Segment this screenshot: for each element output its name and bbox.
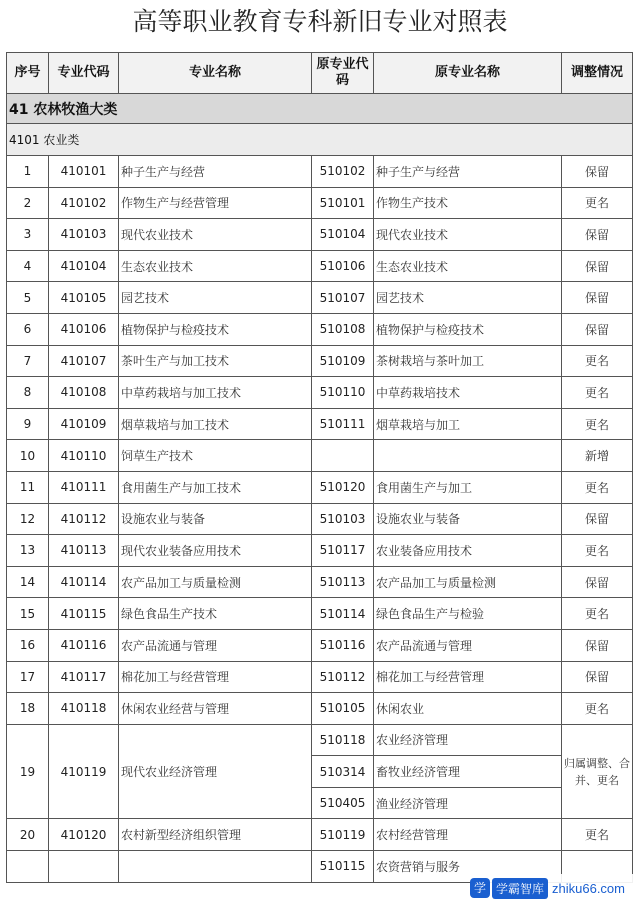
- code-cell: 410109: [49, 408, 119, 440]
- table-header-row: [7, 53, 633, 94]
- table-row: [7, 440, 633, 472]
- name-cell: 食用菌生产与加工技术: [119, 471, 312, 503]
- code-cell: 410106: [49, 313, 119, 345]
- adjust-cell: 新增: [562, 440, 633, 472]
- old-code-cell: 510120: [312, 471, 374, 503]
- old-code-cell: 510109: [312, 345, 374, 377]
- table-row: [7, 345, 633, 377]
- code-cell: 410117: [49, 661, 119, 693]
- table-row: [7, 187, 633, 219]
- old-name-cell: 设施农业与装备: [374, 503, 562, 535]
- header-seq: 序号: [7, 53, 49, 94]
- old-code-cell: 510314: [312, 756, 374, 788]
- old-name-cell: 农业装备应用技术: [374, 535, 562, 567]
- table-row: [7, 408, 633, 440]
- page-title: 高等职业教育专科新旧专业对照表: [132, 7, 508, 36]
- table-row: [7, 819, 633, 851]
- name-cell: 农产品流通与管理: [119, 629, 312, 661]
- old-code-cell: 510102: [312, 156, 374, 188]
- name-cell: [119, 851, 312, 883]
- old-code-cell: 510112: [312, 661, 374, 693]
- code-cell: 410120: [49, 819, 119, 851]
- old-name-cell: 食用菌生产与加工: [374, 471, 562, 503]
- adjust-cell: 更名: [562, 819, 633, 851]
- table-row: [7, 156, 633, 188]
- code-cell: 410113: [49, 535, 119, 567]
- old-code-cell: 510101: [312, 187, 374, 219]
- seq-cell: 10: [7, 440, 49, 472]
- table-row: [7, 219, 633, 251]
- adjust-cell: 更名: [562, 598, 633, 630]
- old-code-cell: 510104: [312, 219, 374, 251]
- adjust-cell: 保留: [562, 629, 633, 661]
- adjust-cell: 更名: [562, 471, 633, 503]
- major-comparison-table: [6, 52, 633, 883]
- old-code-cell: 510106: [312, 250, 374, 282]
- name-cell: 棉花加工与经营管理: [119, 661, 312, 693]
- category-label: 41 农林牧渔大类: [7, 94, 633, 124]
- old-code-cell: 510116: [312, 629, 374, 661]
- name-cell: 农村新型经济组织管理: [119, 819, 312, 851]
- old-name-cell: 农产品加工与质量检测: [374, 566, 562, 598]
- name-cell: 现代农业技术: [119, 219, 312, 251]
- old-code-cell: 510103: [312, 503, 374, 535]
- adjust-cell: 更名: [562, 345, 633, 377]
- code-cell: 410118: [49, 693, 119, 725]
- code-cell: 410112: [49, 503, 119, 535]
- seq-cell: 16: [7, 629, 49, 661]
- watermark-url: zhiku66.com: [552, 880, 625, 896]
- header-old-name: 原专业名称: [374, 53, 562, 94]
- category-row: [7, 94, 633, 124]
- old-name-cell: 园艺技术: [374, 282, 562, 314]
- old-name-cell: 休闲农业: [374, 693, 562, 725]
- seq-cell: 20: [7, 819, 49, 851]
- code-cell: 410107: [49, 345, 119, 377]
- watermark-logo-icon: 学: [470, 878, 490, 898]
- name-cell: 现代农业经济管理: [119, 724, 312, 819]
- name-cell: 休闲农业经营与管理: [119, 693, 312, 725]
- old-name-cell: 茶树栽培与茶叶加工: [374, 345, 562, 377]
- subcategory-row: [7, 124, 633, 156]
- old-code-cell: 510115: [312, 851, 374, 883]
- code-cell: 410116: [49, 629, 119, 661]
- adjust-cell: 保留: [562, 156, 633, 188]
- old-name-cell: 渔业经济管理: [374, 787, 562, 819]
- table-row: [7, 282, 633, 314]
- old-code-cell: 510111: [312, 408, 374, 440]
- old-code-cell: 510119: [312, 819, 374, 851]
- name-cell: 现代农业装备应用技术: [119, 535, 312, 567]
- subcategory-label: 4101 农业类: [7, 124, 633, 156]
- adjust-cell: 更名: [562, 408, 633, 440]
- old-code-cell: 510118: [312, 724, 374, 756]
- seq-cell: 3: [7, 219, 49, 251]
- old-name-cell: 作物生产技术: [374, 187, 562, 219]
- adjust-cell: 保留: [562, 219, 633, 251]
- name-cell: 中草药栽培与加工技术: [119, 377, 312, 409]
- seq-cell: 9: [7, 408, 49, 440]
- old-name-cell: 农资营销与服务: [374, 851, 562, 883]
- name-cell: 农产品加工与质量检测: [119, 566, 312, 598]
- name-cell: 设施农业与装备: [119, 503, 312, 535]
- seq-cell: 15: [7, 598, 49, 630]
- old-name-cell: 烟草栽培与加工: [374, 408, 562, 440]
- old-code-cell: 510405: [312, 787, 374, 819]
- table-row: [7, 313, 633, 345]
- adjust-cell: 归属调整、合并、更名: [562, 724, 633, 819]
- table-row: [7, 629, 633, 661]
- name-cell: 作物生产与经营管理: [119, 187, 312, 219]
- old-name-cell: 种子生产与经营: [374, 156, 562, 188]
- code-cell: 410105: [49, 282, 119, 314]
- table-row: [7, 598, 633, 630]
- old-name-cell: 绿色食品生产与检验: [374, 598, 562, 630]
- table-row: [7, 377, 633, 409]
- header-adjust: 调整情况: [562, 53, 633, 94]
- seq-cell: 2: [7, 187, 49, 219]
- table-row: [7, 566, 633, 598]
- adjust-cell: 更名: [562, 693, 633, 725]
- old-name-cell: 农村经营管理: [374, 819, 562, 851]
- old-name-cell: 生态农业技术: [374, 250, 562, 282]
- seq-cell: 6: [7, 313, 49, 345]
- old-name-cell: 农产品流通与管理: [374, 629, 562, 661]
- adjust-cell: 保留: [562, 282, 633, 314]
- old-name-cell: 中草药栽培技术: [374, 377, 562, 409]
- adjust-cell: 保留: [562, 503, 633, 535]
- seq-cell: 13: [7, 535, 49, 567]
- adjust-cell: 保留: [562, 566, 633, 598]
- old-code-cell: 510114: [312, 598, 374, 630]
- seq-cell: [7, 851, 49, 883]
- seq-cell: 11: [7, 471, 49, 503]
- table-row: [7, 693, 633, 725]
- seq-cell: 1: [7, 156, 49, 188]
- old-code-cell: 510117: [312, 535, 374, 567]
- adjust-cell: 保留: [562, 250, 633, 282]
- code-cell: 410103: [49, 219, 119, 251]
- seq-cell: 12: [7, 503, 49, 535]
- watermark-brand: 学霸智库: [492, 878, 548, 899]
- seq-cell: 17: [7, 661, 49, 693]
- header-old-code: 原专业代码: [312, 53, 374, 94]
- old-name-cell: 棉花加工与经营管理: [374, 661, 562, 693]
- old-code-cell: [312, 440, 374, 472]
- name-cell: 植物保护与检疫技术: [119, 313, 312, 345]
- name-cell: 生态农业技术: [119, 250, 312, 282]
- table-row: [7, 724, 633, 756]
- watermark: [470, 874, 636, 902]
- old-code-cell: 510107: [312, 282, 374, 314]
- seq-cell: 18: [7, 693, 49, 725]
- name-cell: 饲草生产技术: [119, 440, 312, 472]
- table-row: [7, 503, 633, 535]
- code-cell: 410108: [49, 377, 119, 409]
- seq-cell: 19: [7, 724, 49, 819]
- old-code-cell: 510110: [312, 377, 374, 409]
- table-row: [7, 661, 633, 693]
- name-cell: 烟草栽培与加工技术: [119, 408, 312, 440]
- old-name-cell: 植物保护与检疫技术: [374, 313, 562, 345]
- name-cell: 绿色食品生产技术: [119, 598, 312, 630]
- seq-cell: 8: [7, 377, 49, 409]
- code-cell: 410110: [49, 440, 119, 472]
- old-name-cell: 畜牧业经济管理: [374, 756, 562, 788]
- name-cell: 园艺技术: [119, 282, 312, 314]
- seq-cell: 7: [7, 345, 49, 377]
- adjust-cell: 更名: [562, 535, 633, 567]
- seq-cell: 5: [7, 282, 49, 314]
- code-cell: 410114: [49, 566, 119, 598]
- name-cell: 茶叶生产与加工技术: [119, 345, 312, 377]
- seq-cell: 14: [7, 566, 49, 598]
- old-code-cell: 510105: [312, 693, 374, 725]
- old-name-cell: [374, 440, 562, 472]
- table-row: [7, 250, 633, 282]
- table-row: [7, 471, 633, 503]
- code-cell: 410101: [49, 156, 119, 188]
- code-cell: 410119: [49, 724, 119, 819]
- code-cell: [49, 851, 119, 883]
- code-cell: 410111: [49, 471, 119, 503]
- adjust-cell: 保留: [562, 313, 633, 345]
- table-row: [7, 535, 633, 567]
- old-code-cell: 510113: [312, 566, 374, 598]
- old-name-cell: 农业经济管理: [374, 724, 562, 756]
- code-cell: 410104: [49, 250, 119, 282]
- adjust-cell: 更名: [562, 187, 633, 219]
- adjust-cell: 保留: [562, 661, 633, 693]
- old-name-cell: 现代农业技术: [374, 219, 562, 251]
- header-name: 专业名称: [119, 53, 312, 94]
- adjust-cell: 更名: [562, 377, 633, 409]
- header-code: 专业代码: [49, 53, 119, 94]
- seq-cell: 4: [7, 250, 49, 282]
- code-cell: 410102: [49, 187, 119, 219]
- old-code-cell: 510108: [312, 313, 374, 345]
- code-cell: 410115: [49, 598, 119, 630]
- name-cell: 种子生产与经营: [119, 156, 312, 188]
